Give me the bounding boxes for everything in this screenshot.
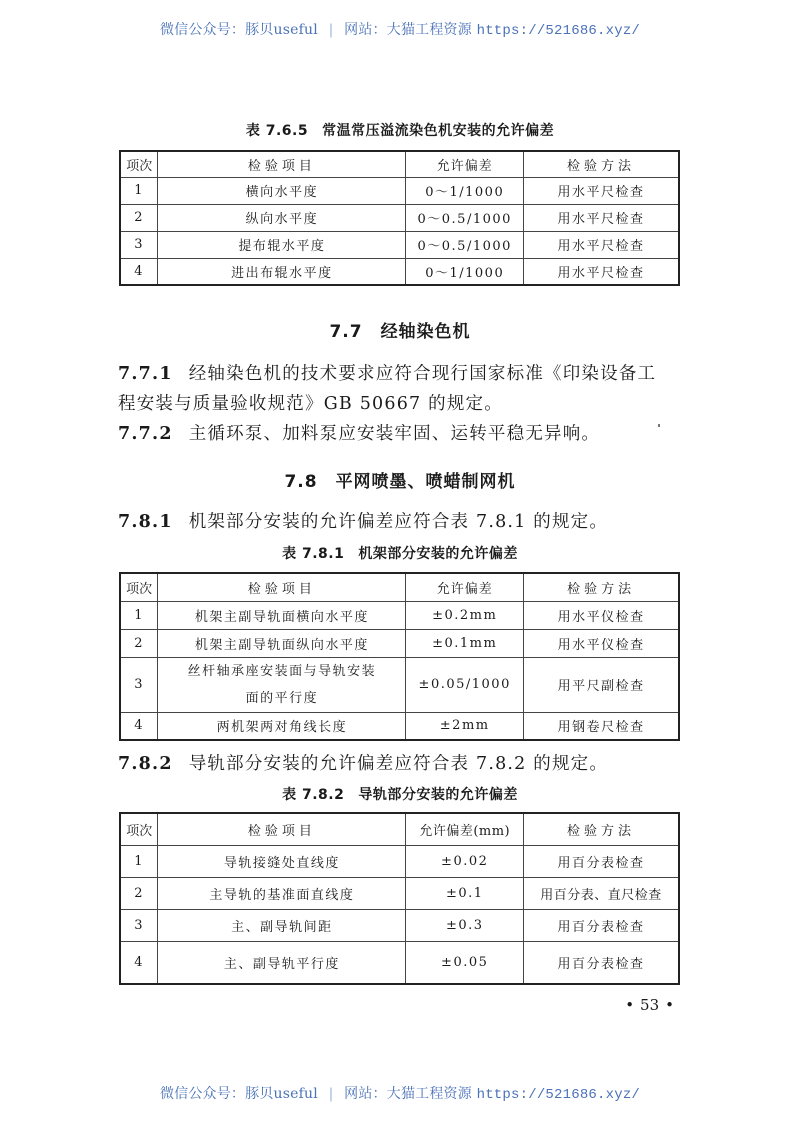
header-item: 检验项目: [158, 573, 406, 601]
cell-tolerance: ±0.1mm: [406, 629, 524, 657]
table-765-caption-title: 常温常压溢流染色机安装的允许偏差: [322, 123, 555, 139]
header-index: 项次: [120, 573, 158, 601]
section-77-name: 经轴染色机: [380, 322, 471, 342]
cell-item: 横向水平度: [158, 177, 406, 204]
cell-tolerance: 0～0.5/1000: [406, 204, 524, 231]
cell-tolerance: ±0.05/1000: [406, 657, 524, 712]
header-method: 检验方法: [524, 813, 679, 845]
cell-index: 4: [120, 941, 158, 984]
cell-method: 用水平尺检查: [524, 231, 679, 258]
header-tolerance: 允许偏差: [406, 573, 524, 601]
cell-tolerance: 0～1/1000: [406, 258, 524, 285]
page-number-value: 53: [640, 996, 660, 1014]
cell-method: 用水平仪检查: [524, 629, 679, 657]
cell-tolerance: 0～1/1000: [406, 177, 524, 204]
cell-item-line1: 丝杆轴承座安装面与导轨安装: [187, 663, 377, 679]
watermark-bottom: [0, 1083, 800, 1103]
table-header-row: [120, 573, 679, 601]
cell-tolerance: 0～0.5/1000: [406, 231, 524, 258]
watermark-wechat: 微信公众号：豚贝useful: [159, 1086, 318, 1102]
watermark-site: 网站：大猫工程资源: [344, 1086, 472, 1102]
cell-item: 主、副导轨平行度: [158, 941, 406, 984]
table-row: [120, 258, 679, 285]
cell-index: 2: [120, 204, 158, 231]
cell-method: 用百分表、直尺检查: [524, 877, 679, 909]
table-781: [119, 572, 680, 741]
section-77-number: 7.7: [329, 322, 363, 342]
scan-artifact: [658, 424, 660, 427]
cell-item: 导轨接缝处直线度: [158, 845, 406, 877]
table-781-caption-number: 表 7.8.1: [282, 546, 345, 562]
header-method: 检验方法: [524, 573, 679, 601]
cell-method: 用水平尺检查: [524, 258, 679, 285]
cell-item: [158, 657, 406, 712]
cell-index: 3: [120, 909, 158, 941]
header-item: 检验项目: [158, 151, 406, 177]
table-782: [119, 812, 680, 985]
clause-782: [118, 749, 688, 779]
cell-method: 用水平仪检查: [524, 601, 679, 629]
table-765: [119, 150, 680, 286]
watermark-url[interactable]: https://521686.xyz/: [476, 23, 641, 39]
section-77-title: [0, 317, 800, 342]
clause-782-text: 导轨部分安装的允许偏差应符合表 7.8.2 的规定。: [188, 754, 609, 774]
page-dot-right: •: [665, 996, 674, 1014]
cell-item: 提布辊水平度: [158, 231, 406, 258]
table-row: [120, 657, 679, 712]
clause-772-number: 7.7.2: [118, 424, 173, 444]
page-dot-left: •: [625, 996, 635, 1014]
watermark-separator: |: [328, 22, 334, 38]
section-78-title: [0, 467, 800, 492]
watermark-url[interactable]: https://521686.xyz/: [476, 1087, 641, 1103]
page-number: [600, 996, 680, 1014]
table-row: [120, 177, 679, 204]
table-782-caption-title: 导轨部分安装的允许偏差: [358, 787, 518, 803]
clause-781-number: 7.8.1: [118, 512, 173, 532]
header-method: 检验方法: [524, 151, 679, 177]
table-row: [120, 204, 679, 231]
clause-771-line1: 经轴染色机的技术要求应符合现行国家标准《印染设备工: [188, 364, 657, 384]
cell-item: 主、副导轨间距: [158, 909, 406, 941]
header-index: 项次: [120, 813, 158, 845]
clause-772: [118, 419, 688, 449]
cell-method: 用水平尺检查: [524, 177, 679, 204]
cell-tolerance: ±0.02: [406, 845, 524, 877]
cell-method: 用百分表检查: [524, 909, 679, 941]
table-row: [120, 231, 679, 258]
cell-index: 3: [120, 657, 158, 712]
cell-item: 进出布辊水平度: [158, 258, 406, 285]
clause-772-text: 主循环泵、加料泵应安装牢固、运转平稳无异响。: [188, 424, 601, 444]
cell-tolerance: ±0.2mm: [406, 601, 524, 629]
clause-771-number: 7.7.1: [118, 364, 173, 384]
cell-index: 4: [120, 258, 158, 285]
table-row: [120, 877, 679, 909]
header-tolerance: 允许偏差: [406, 151, 524, 177]
watermark-separator: |: [328, 1086, 334, 1102]
cell-item: 纵向水平度: [158, 204, 406, 231]
table-row: [120, 845, 679, 877]
clause-771: [118, 359, 688, 419]
cell-method: 用平尺副检查: [524, 657, 679, 712]
table-row: [120, 601, 679, 629]
table-782-caption-number: 表 7.8.2: [282, 787, 345, 803]
cell-item: 两机架两对角线长度: [158, 712, 406, 740]
table-765-caption: [0, 120, 800, 140]
cell-index: 2: [120, 877, 158, 909]
table-781-caption: [0, 543, 800, 563]
cell-index: 1: [120, 177, 158, 204]
table-row: [120, 712, 679, 740]
section-78-name: 平网喷墨、喷蜡制网机: [335, 472, 516, 492]
cell-tolerance: ±0.3: [406, 909, 524, 941]
cell-item: 主导轨的基准面直线度: [158, 877, 406, 909]
cell-item: 机架主副导轨面横向水平度: [158, 601, 406, 629]
header-item: 检验项目: [158, 813, 406, 845]
cell-item-line2: 面的平行度: [245, 690, 319, 706]
table-781-caption-title: 机架部分安装的允许偏差: [358, 546, 518, 562]
table-765-caption-number: 表 7.6.5: [245, 123, 309, 139]
clause-781-text: 机架部分安装的允许偏差应符合表 7.8.1 的规定。: [188, 512, 609, 532]
cell-tolerance: ±2mm: [406, 712, 524, 740]
cell-index: 3: [120, 231, 158, 258]
cell-index: 2: [120, 629, 158, 657]
header-tolerance: 允许偏差(mm): [406, 813, 524, 845]
cell-item: 机架主副导轨面纵向水平度: [158, 629, 406, 657]
clause-782-number: 7.8.2: [118, 754, 173, 774]
section-78-number: 7.8: [284, 472, 318, 492]
table-row: [120, 909, 679, 941]
table-header-row: [120, 151, 679, 177]
clause-771-line2: 程安装与质量验收规范》GB 50667 的规定。: [118, 394, 503, 414]
watermark-site: 网站：大猫工程资源: [344, 22, 472, 38]
table-row: [120, 629, 679, 657]
cell-index: 1: [120, 601, 158, 629]
cell-method: 用百分表检查: [524, 941, 679, 984]
cell-method: 用百分表检查: [524, 845, 679, 877]
table-header-row: [120, 813, 679, 845]
cell-index: 4: [120, 712, 158, 740]
cell-index: 1: [120, 845, 158, 877]
header-index: 项次: [120, 151, 158, 177]
watermark-top: [0, 19, 800, 39]
table-782-caption: [0, 784, 800, 804]
cell-method: 用钢卷尺检查: [524, 712, 679, 740]
watermark-wechat: 微信公众号：豚贝useful: [159, 22, 318, 38]
clause-781: [118, 507, 688, 537]
cell-tolerance: ±0.1: [406, 877, 524, 909]
cell-method: 用水平尺检查: [524, 204, 679, 231]
cell-tolerance: ±0.05: [406, 941, 524, 984]
table-row: [120, 941, 679, 984]
